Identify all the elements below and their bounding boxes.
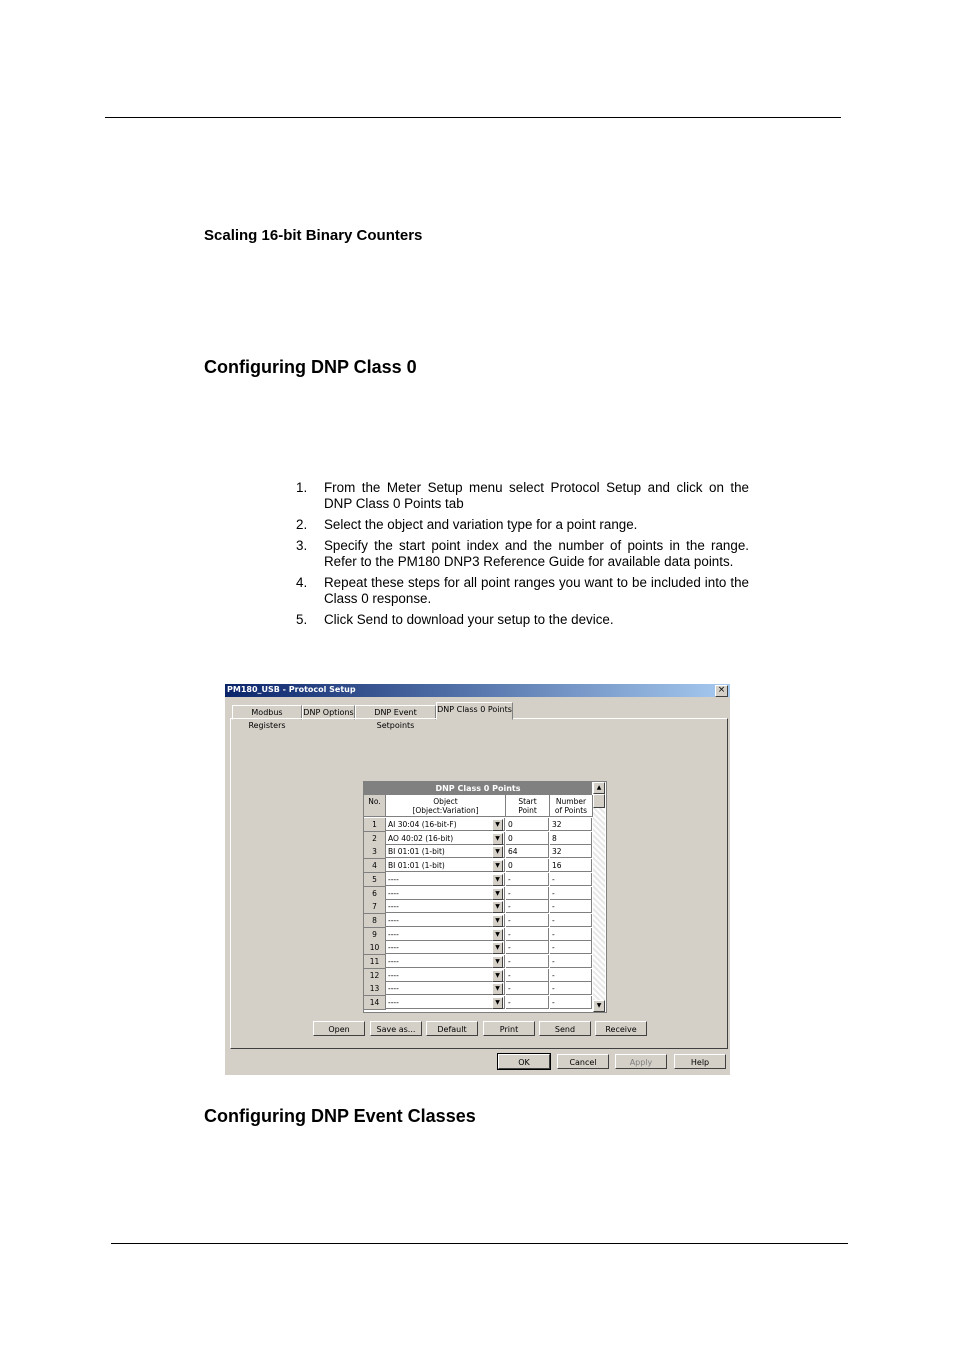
scroll-thumb[interactable]	[593, 794, 605, 808]
header-rule	[105, 117, 841, 118]
number-of-points-field[interactable]: 8	[550, 832, 592, 845]
object-value: ----	[388, 874, 399, 884]
cancel-button[interactable]: Cancel	[557, 1054, 609, 1069]
object-select[interactable]	[386, 982, 505, 995]
object-value: BI 01:01 (1-bit)	[388, 847, 445, 857]
steps-list	[296, 480, 749, 633]
print-button[interactable]: Print	[483, 1021, 535, 1036]
start-point-field[interactable]: -	[506, 955, 549, 968]
tab-panel	[230, 718, 728, 1049]
chevron-down-icon[interactable]: ▼	[492, 833, 503, 845]
chevron-down-icon[interactable]: ▼	[492, 970, 503, 982]
start-point-field[interactable]: 64	[506, 845, 549, 858]
heading-scaling: Scaling 16-bit Binary Counters	[204, 227, 423, 244]
table-row	[364, 914, 592, 928]
number-of-points-field[interactable]: -	[550, 969, 592, 982]
chevron-down-icon[interactable]: ▼	[492, 874, 503, 886]
number-of-points-field[interactable]: -	[550, 996, 592, 1009]
header-start-point: Start Point	[506, 795, 550, 817]
object-select[interactable]	[386, 969, 505, 982]
chevron-down-icon[interactable]: ▼	[492, 915, 503, 927]
number-of-points-field[interactable]: -	[550, 941, 592, 954]
chevron-down-icon[interactable]: ▼	[492, 997, 503, 1009]
number-of-points-field[interactable]: -	[550, 982, 592, 995]
number-of-points-field[interactable]: 32	[550, 845, 592, 858]
chevron-down-icon[interactable]: ▼	[492, 942, 503, 954]
default-button[interactable]: Default	[426, 1021, 478, 1036]
table-row	[364, 845, 592, 859]
object-select[interactable]	[386, 873, 505, 886]
grid-title: DNP Class 0 Points	[364, 782, 592, 795]
object-select[interactable]	[386, 928, 505, 941]
row-number: 8	[364, 914, 386, 928]
row-number: 5	[364, 873, 386, 887]
step-item: 4. Repeat these steps for all point ranges you want to be included into the Class 0 response.	[296, 575, 749, 606]
object-value: ----	[388, 929, 399, 939]
header-number-of-points: Number of Points	[550, 795, 593, 817]
object-value: ----	[388, 902, 399, 912]
save-as-button[interactable]: Save as...	[370, 1021, 422, 1036]
step-item: 2. Select the object and variation type for a point range.	[296, 517, 638, 532]
chevron-down-icon[interactable]: ▼	[492, 860, 503, 872]
number-of-points-field[interactable]: -	[550, 928, 592, 941]
table-row	[364, 955, 592, 969]
start-point-field[interactable]: -	[506, 928, 549, 941]
heading-class0: Configuring DNP Class 0	[204, 357, 417, 377]
row-number: 6	[364, 887, 386, 901]
close-icon[interactable]: ×	[715, 685, 728, 697]
scroll-down-icon[interactable]: ▼	[593, 1000, 605, 1012]
object-value: AI 30:04 (16-bit-F)	[388, 820, 457, 829]
table-row	[364, 859, 592, 873]
object-value: ----	[388, 888, 399, 898]
heading-event-classes: Configuring DNP Event Classes	[204, 1106, 476, 1126]
start-point-field[interactable]: 0	[506, 832, 549, 845]
table-row	[364, 969, 592, 983]
start-point-field[interactable]: -	[506, 914, 549, 927]
row-number: 2	[364, 832, 386, 846]
row-number: 9	[364, 928, 386, 942]
chevron-down-icon[interactable]: ▼	[492, 846, 503, 858]
start-point-field[interactable]: -	[506, 941, 549, 954]
tab-dnp-event-setpoints[interactable]: DNP Event Setpoints	[355, 705, 436, 720]
number-of-points-field[interactable]: -	[550, 900, 592, 913]
open-button[interactable]: Open	[313, 1021, 365, 1036]
help-button[interactable]: Help	[674, 1054, 726, 1069]
object-value: ----	[388, 957, 399, 966]
object-value: ----	[388, 984, 399, 994]
chevron-down-icon[interactable]: ▼	[492, 888, 503, 900]
protocol-setup-dialog	[225, 684, 730, 1075]
table-row	[364, 873, 592, 887]
chevron-down-icon[interactable]: ▼	[492, 983, 503, 995]
table-row	[364, 996, 592, 1010]
receive-button[interactable]: Receive	[595, 1021, 647, 1036]
object-select[interactable]	[386, 887, 505, 900]
row-number: 4	[364, 859, 386, 873]
object-value: ----	[388, 943, 399, 953]
object-value: ----	[388, 998, 399, 1008]
number-of-points-field[interactable]: -	[550, 955, 592, 968]
tab-dnp-class0-points[interactable]: DNP Class 0 Points	[436, 702, 513, 720]
start-point-field[interactable]: -	[506, 887, 549, 900]
start-point-field[interactable]: -	[506, 996, 549, 1009]
row-number: 3	[364, 845, 386, 859]
start-point-field[interactable]: -	[506, 900, 549, 913]
number-of-points-field[interactable]: -	[550, 873, 592, 886]
dialog-titlebar	[225, 684, 730, 697]
object-value: AO 40:02 (16-bit)	[388, 833, 454, 843]
row-number: 7	[364, 900, 386, 914]
row-number: 11	[364, 955, 386, 969]
table-row	[364, 928, 592, 942]
table-row	[364, 941, 592, 955]
ok-button[interactable]: OK	[498, 1054, 550, 1069]
object-select[interactable]	[386, 818, 505, 831]
row-number: 14	[364, 996, 386, 1010]
start-point-field[interactable]: -	[506, 969, 549, 982]
row-number: 12	[364, 969, 386, 983]
tab-modbus-registers[interactable]: Modbus Registers	[232, 705, 302, 720]
table-row	[364, 982, 592, 996]
table-row	[364, 887, 592, 901]
chevron-down-icon[interactable]: ▼	[492, 819, 503, 831]
start-point-field[interactable]: 0	[506, 859, 549, 872]
chevron-down-icon[interactable]: ▼	[492, 929, 503, 941]
table-row	[364, 818, 592, 832]
footer-rule	[111, 1243, 848, 1244]
start-point-field[interactable]: -	[506, 873, 549, 886]
object-value: ----	[388, 915, 399, 925]
chevron-down-icon[interactable]: ▼	[492, 901, 503, 913]
number-of-points-field[interactable]: 16	[550, 859, 592, 872]
number-of-points-field[interactable]: 32	[550, 818, 592, 831]
step-item: 1. From the Meter Setup menu select Protocol Setup and click on the DNP Class 0 Points tab	[296, 480, 749, 511]
send-button[interactable]: Send	[539, 1021, 591, 1036]
table-row	[364, 900, 592, 914]
object-select[interactable]	[386, 845, 505, 858]
step-item: 5. Click Send to download your setup to the device.	[296, 612, 614, 627]
object-select[interactable]	[386, 996, 505, 1009]
object-select[interactable]	[386, 914, 505, 927]
apply-button[interactable]: Apply	[615, 1054, 667, 1069]
row-number: 13	[364, 982, 386, 996]
header-no: No.	[364, 795, 386, 817]
class0-points-grid	[363, 781, 607, 1013]
start-point-field[interactable]: 0	[506, 818, 549, 831]
object-value: BI 01:01 (1-bit)	[388, 861, 445, 871]
header-object: Object [Object:Variation]	[386, 795, 506, 817]
object-select[interactable]	[386, 941, 505, 954]
object-select[interactable]	[386, 832, 505, 845]
chevron-down-icon[interactable]: ▼	[492, 956, 503, 968]
table-row	[364, 832, 592, 846]
dialog-title: PM180_USB - Protocol Setup	[227, 685, 356, 694]
object-value: ----	[388, 970, 399, 980]
grid-scrollbar[interactable]	[593, 782, 605, 1012]
tab-dnp-options[interactable]: DNP Options	[302, 705, 355, 720]
object-select[interactable]	[386, 859, 505, 872]
object-select[interactable]	[386, 900, 505, 913]
number-of-points-field[interactable]: -	[550, 887, 592, 900]
row-number: 10	[364, 941, 386, 955]
number-of-points-field[interactable]: -	[550, 914, 592, 927]
start-point-field[interactable]: -	[506, 982, 549, 995]
step-item: 3. Specify the start point index and the number of points in the range. Refer to the PM180 DNP3 Reference Guide for available data points.	[296, 538, 749, 569]
scroll-up-icon[interactable]: ▲	[593, 782, 605, 794]
object-select[interactable]	[386, 955, 505, 968]
row-number: 1	[364, 818, 386, 832]
